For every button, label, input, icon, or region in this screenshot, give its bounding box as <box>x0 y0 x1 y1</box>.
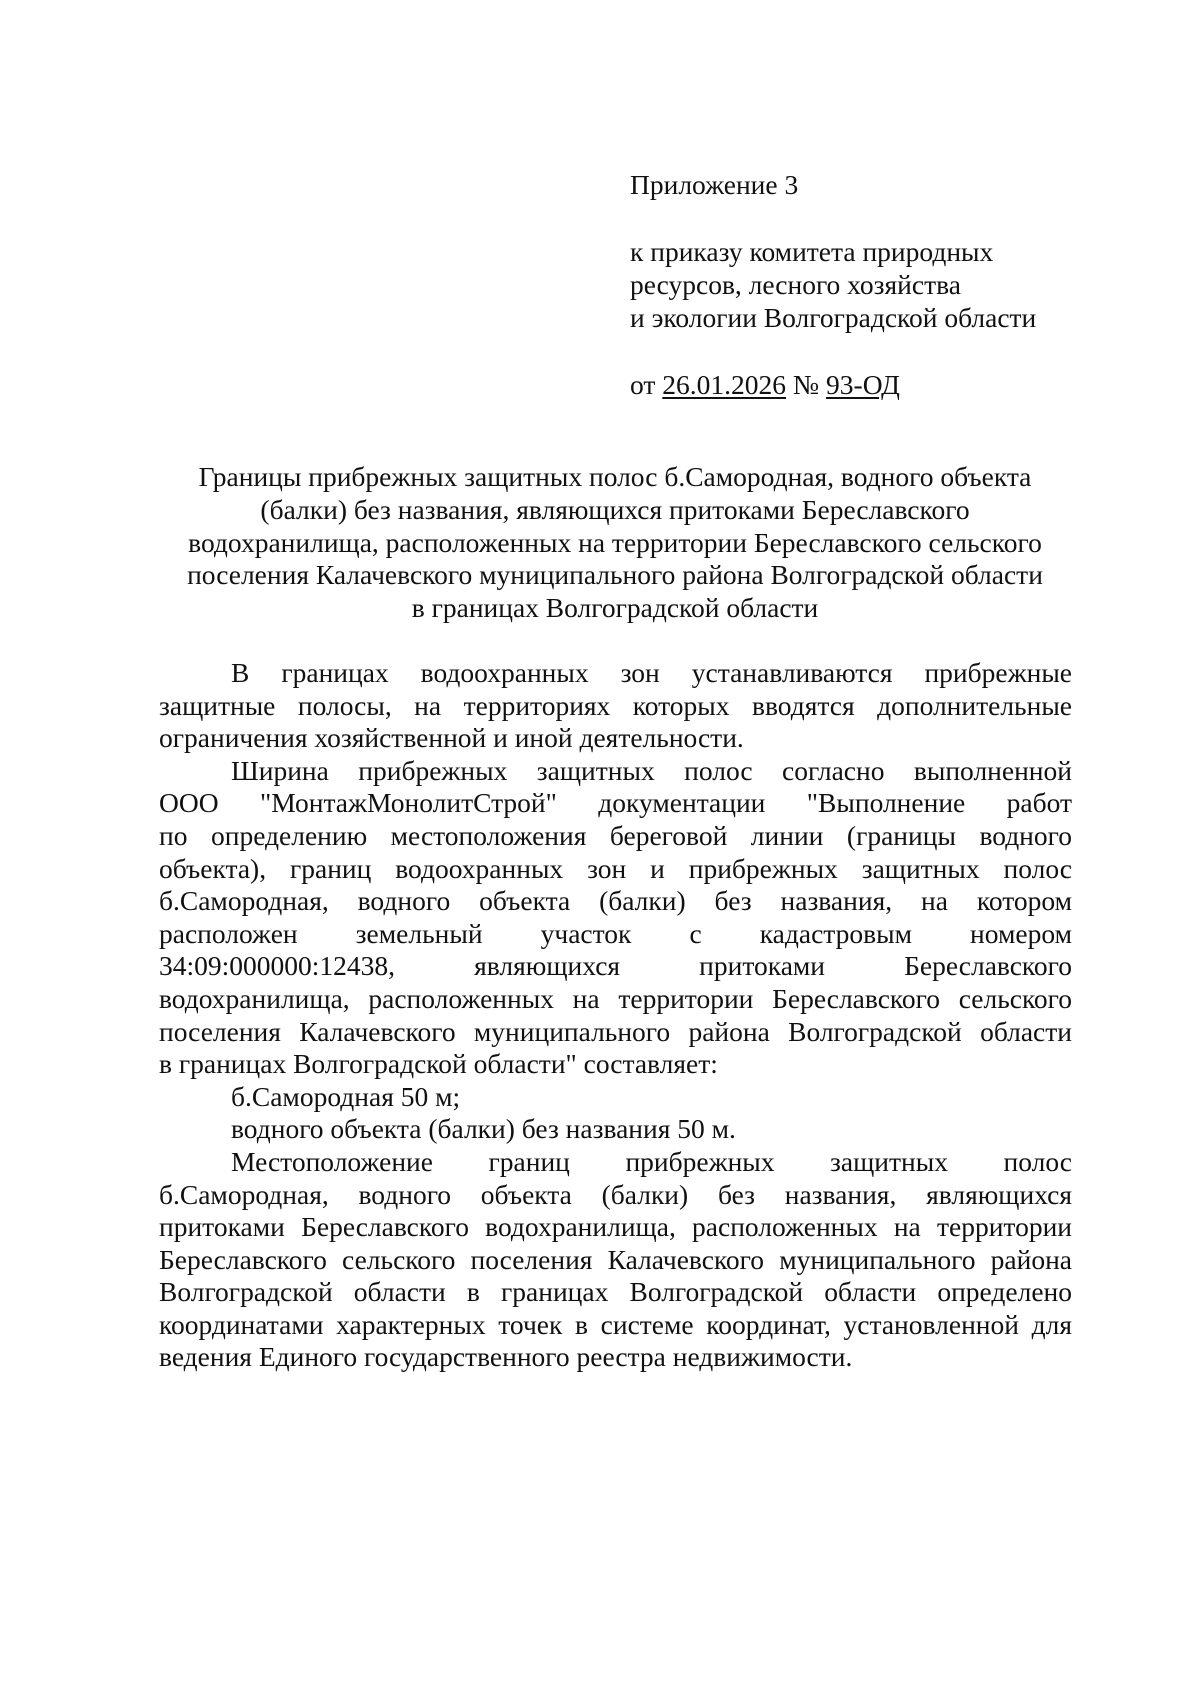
paragraph-line: координатами характерных точек в системе координат, установленной для <box>159 1308 1072 1340</box>
paragraph-line: 34:09:000000:12438, являющихся притоками Береславского <box>159 950 1072 982</box>
document-title <box>150 461 1080 625</box>
order-number: 93-ОД <box>826 369 900 400</box>
paragraph-line: в границах Волгоградской области" составляет: <box>159 1048 718 1080</box>
title-line: Границы прибрежных защитных полос б.Самородная, водного объекта <box>198 461 1032 492</box>
paragraph-line: Местоположение границ прибрежных защитных полос <box>231 1145 1072 1177</box>
paragraph-line: б.Самородная, водного объекта (балки) без названия, являющихся <box>159 1178 1072 1210</box>
paragraph-line: расположен земельный участок с кадастровым номером <box>159 917 1072 949</box>
paragraph-line: Береславского сельского поселения Калачевского муниципального района <box>159 1243 1072 1275</box>
appendix-line: ресурсов, лесного хозяйства <box>630 269 961 300</box>
title-line: (балки) без названия, являющихся притоками Береславского <box>260 493 970 525</box>
paragraph-line: по определению местоположения береговой линии (границы водного <box>159 819 1072 851</box>
paragraph-line: ведения Единого государственного реестра недвижимости. <box>159 1341 853 1373</box>
paragraph-line: притоками Береславского водохранилища, расположенных на территории <box>159 1211 1072 1243</box>
paragraph-line: поселения Калачевского муниципального района Волгоградской области <box>159 1015 1072 1047</box>
order-prefix: от <box>630 369 663 400</box>
order-number-label: № <box>786 369 827 400</box>
paragraph-line: б.Самородная 50 м; <box>231 1080 461 1112</box>
paragraph-line: В границах водоохранных зон устанавливаются прибрежные <box>231 657 1072 688</box>
paragraph-line: защитные полосы, на территориях которых вводятся дополнительные <box>159 689 1072 721</box>
paragraph-line: ограничения хозяйственной и иной деятельности. <box>159 722 744 754</box>
appendix-block <box>630 168 1150 401</box>
appendix-line: к приказу комитета природных <box>630 236 994 267</box>
paragraph-line: ООО "МонтажМонолитСтрой" документации "Выполнение работ <box>159 787 1072 819</box>
title-line: поселения Калачевского муниципального района Волгоградской области <box>187 559 1043 591</box>
title-line: в границах Волгоградской области <box>411 592 819 624</box>
paragraph-line: объекта), границ водоохранных зон и прибрежных защитных полос <box>159 852 1072 884</box>
order-reference <box>630 368 1150 401</box>
document-body <box>159 657 1072 1374</box>
paragraph-line: водохранилища, расположенных на территории Береславского сельского <box>159 982 1072 1014</box>
paragraph-line: б.Самородная, водного объекта (балки) без названия, на котором <box>159 885 1072 917</box>
title-line: водохранилища, расположенных на территории Береславского сельского <box>188 526 1042 558</box>
paragraph-line: Ширина прибрежных защитных полос согласно выполненной <box>231 754 1072 786</box>
paragraph-line: водного объекта (балки) без названия 50 м. <box>231 1113 736 1145</box>
order-date: 26.01.2026 <box>662 369 787 400</box>
paragraph-line: Волгоградской области в границах Волгоградской области определено <box>159 1276 1072 1308</box>
appendix-title: Приложение 3 <box>630 169 799 200</box>
appendix-line: и экологии Волгоградской области <box>630 302 1037 333</box>
